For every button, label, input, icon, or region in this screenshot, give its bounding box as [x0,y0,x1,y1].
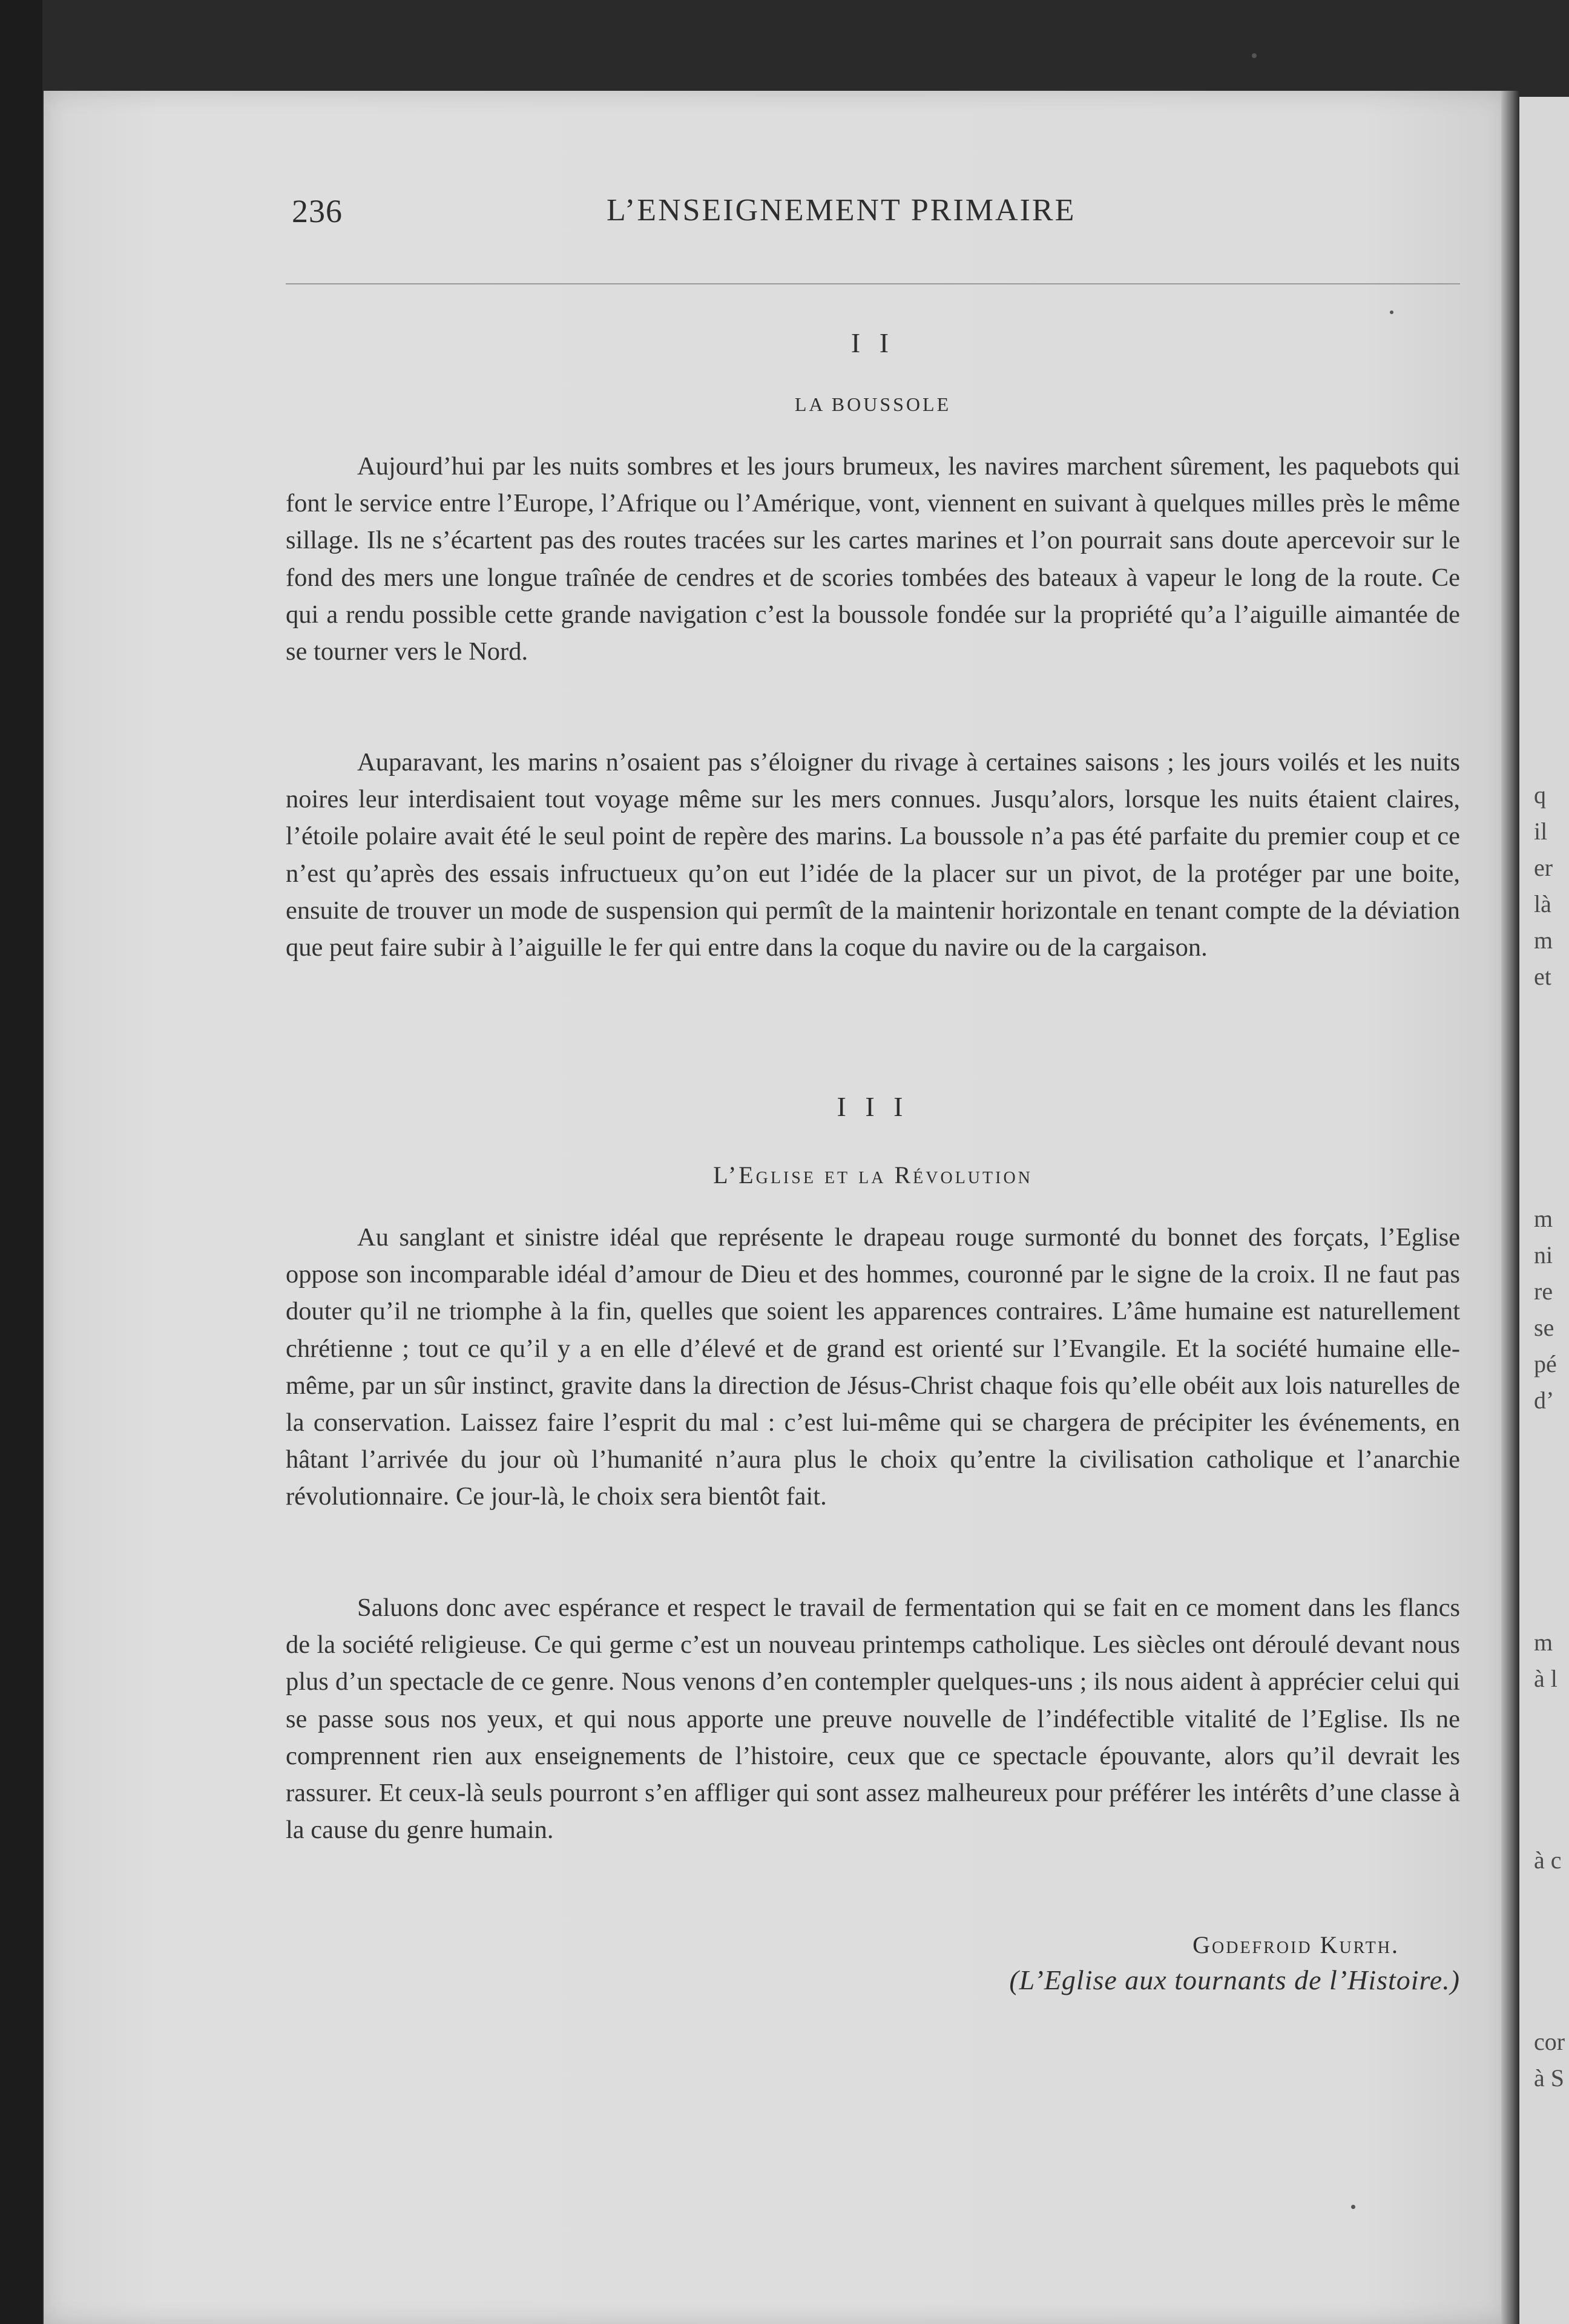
scan-speck [1390,310,1393,314]
adjacent-fragment: re [1534,1278,1553,1305]
adjacent-fragment: m [1534,1629,1553,1656]
adjacent-fragment: m [1534,1205,1553,1232]
adjacent-fragment: à l [1534,1665,1557,1692]
adjacent-fragment: se [1534,1314,1554,1341]
paragraph: Aujourd’hui par les nuits sombres et les jours brumeux, les navires marchent sûrement, les paquebots qui font le service entre l’Europe, l’Afrique ou l’Amérique, vont, viennent en suivant à quelques milles près le même sillage. Ils ne s’écartent pas des routes tracées sur les cartes marines et l’on pourrait sans doute apercevoir sur le fond des mers une longue traînée de cendres et de scories tombées des bateaux à vapeur le long de la route. Ce qui a rendu possible cette grande navigation c’est la boussole fondée sur la propriété qu’a l’aiguille aimantée de se tourner vers le Nord. [286,452,1460,666]
section-title: LA BOUSSOLE [794,393,952,415]
adjacent-fragment: ni [1534,1241,1553,1269]
paragraph: Saluons donc avec espérance et respect le travail de fermentation qui se fait en ce moment dans les flancs de la société religieuse. Ce qui germe c’est un nouveau printemps catholique. Les siècles ont déroulé devant nous plus d’un spectacle de ce genre. Nous venons d’en contempler quelques-uns ; ils nous aident à apprécier celui qui se passe sous nos yeux, et qui nous apporte une preuve nouvelle de l’indéfectible vitalité de l’Eglise. Ils ne comprennent rien aux enseignements de l’histoire, ceux que ce spectacle épouvante, alors qu’il devrait les rassurer. Et ceux-là seuls pourront s’en affliger qui sont assez malheureux pour préférer les intérêts d’une classe à la cause du genre humain. [286,1594,1460,1845]
adjacent-fragment: là [1534,890,1551,917]
page-number: 236 [292,193,343,229]
section-number: I I [850,327,895,358]
author-signature: Godefroid Kurth. [1192,1931,1400,1958]
paragraph: Auparavant, les marins n’osaient pas s’éloigner du rivage à certaines saisons ; les jours voilés et les nuits noires leur interdisaient tout voyage même sur les mers connues. Jusqu’alors, lorsque les nuits étaient claires, l’étoile polaire avait été le seul point de repère des marins. La boussole n’a pas été parfaite du premier coup et ce n’est qu’après des essais infructueux qu’on eut l’idée de la placer sur un pivot, de la protéger par une boite, ensuite de trouver un mode de suspension qui permît de la maintenir horizontale en tenant compte de la déviation que peut faire subir à l’aiguille le fer qui entre dans la coque du navire ou de la cargaison. [286,748,1460,962]
adjacent-fragment: pé [1534,1350,1557,1377]
adjacent-fragment: à c [1534,1846,1562,1874]
adjacent-fragment: il [1534,818,1548,845]
paragraph: Au sanglant et sinistre idéal que représente le drapeau rouge surmonté du bonnet des forçats, l’Eglise oppose son incomparable idéal d’amour de Dieu et des hommes, couronné par le signe de la croix. Il ne faut pas douter qu’il ne triomphe à la fin, quelles que soient les apparences contraires. L’âme humaine est naturellement chrétienne ; tout ce qu’il y a en elle d’élevé et de grand est orienté sur l’Evangile. Et la société humaine elle-même, par un sûr instinct, gravite dans la direction de Jésus-Christ chaque fois qu’elle obéit aux lois naturelles de la conservation. Laissez faire l’esprit du mal : c’est lui-même qui se chargera de précipiter les événements, en hâtant l’arrivée du jour où l’humanité n’aura plus le choix qu’entre la civilisation catholique et l’anarchie révolutionnaire. Ce jour-là, le choix sera bientôt fait. [286,1223,1460,1511]
header-rule [286,283,1460,284]
adjacent-fragment: m [1534,927,1553,954]
page-header [286,192,1460,229]
section-number: I I I [837,1091,909,1122]
section-title: L’Eglise et la Révolution [713,1161,1033,1189]
adjacent-fragment: er [1534,854,1553,881]
scan-speck [1351,2205,1355,2209]
adjacent-page-edge [1519,97,1569,2324]
running-head: L’ENSEIGNEMENT PRIMAIRE [607,193,1076,228]
scan-speck [1252,53,1257,58]
adjacent-fragment: à S [1534,2064,1564,2092]
scan-left-edge [0,0,42,2324]
adjacent-fragment: et [1534,963,1551,990]
adjacent-fragment: q [1534,781,1546,809]
book-gutter [1501,91,1519,2324]
adjacent-fragment: d’ [1534,1387,1554,1414]
adjacent-fragment: cor [1534,2028,1565,2055]
source-citation: (L’Eglise aux tournants de l’Histoire.) [1009,1965,1460,1995]
